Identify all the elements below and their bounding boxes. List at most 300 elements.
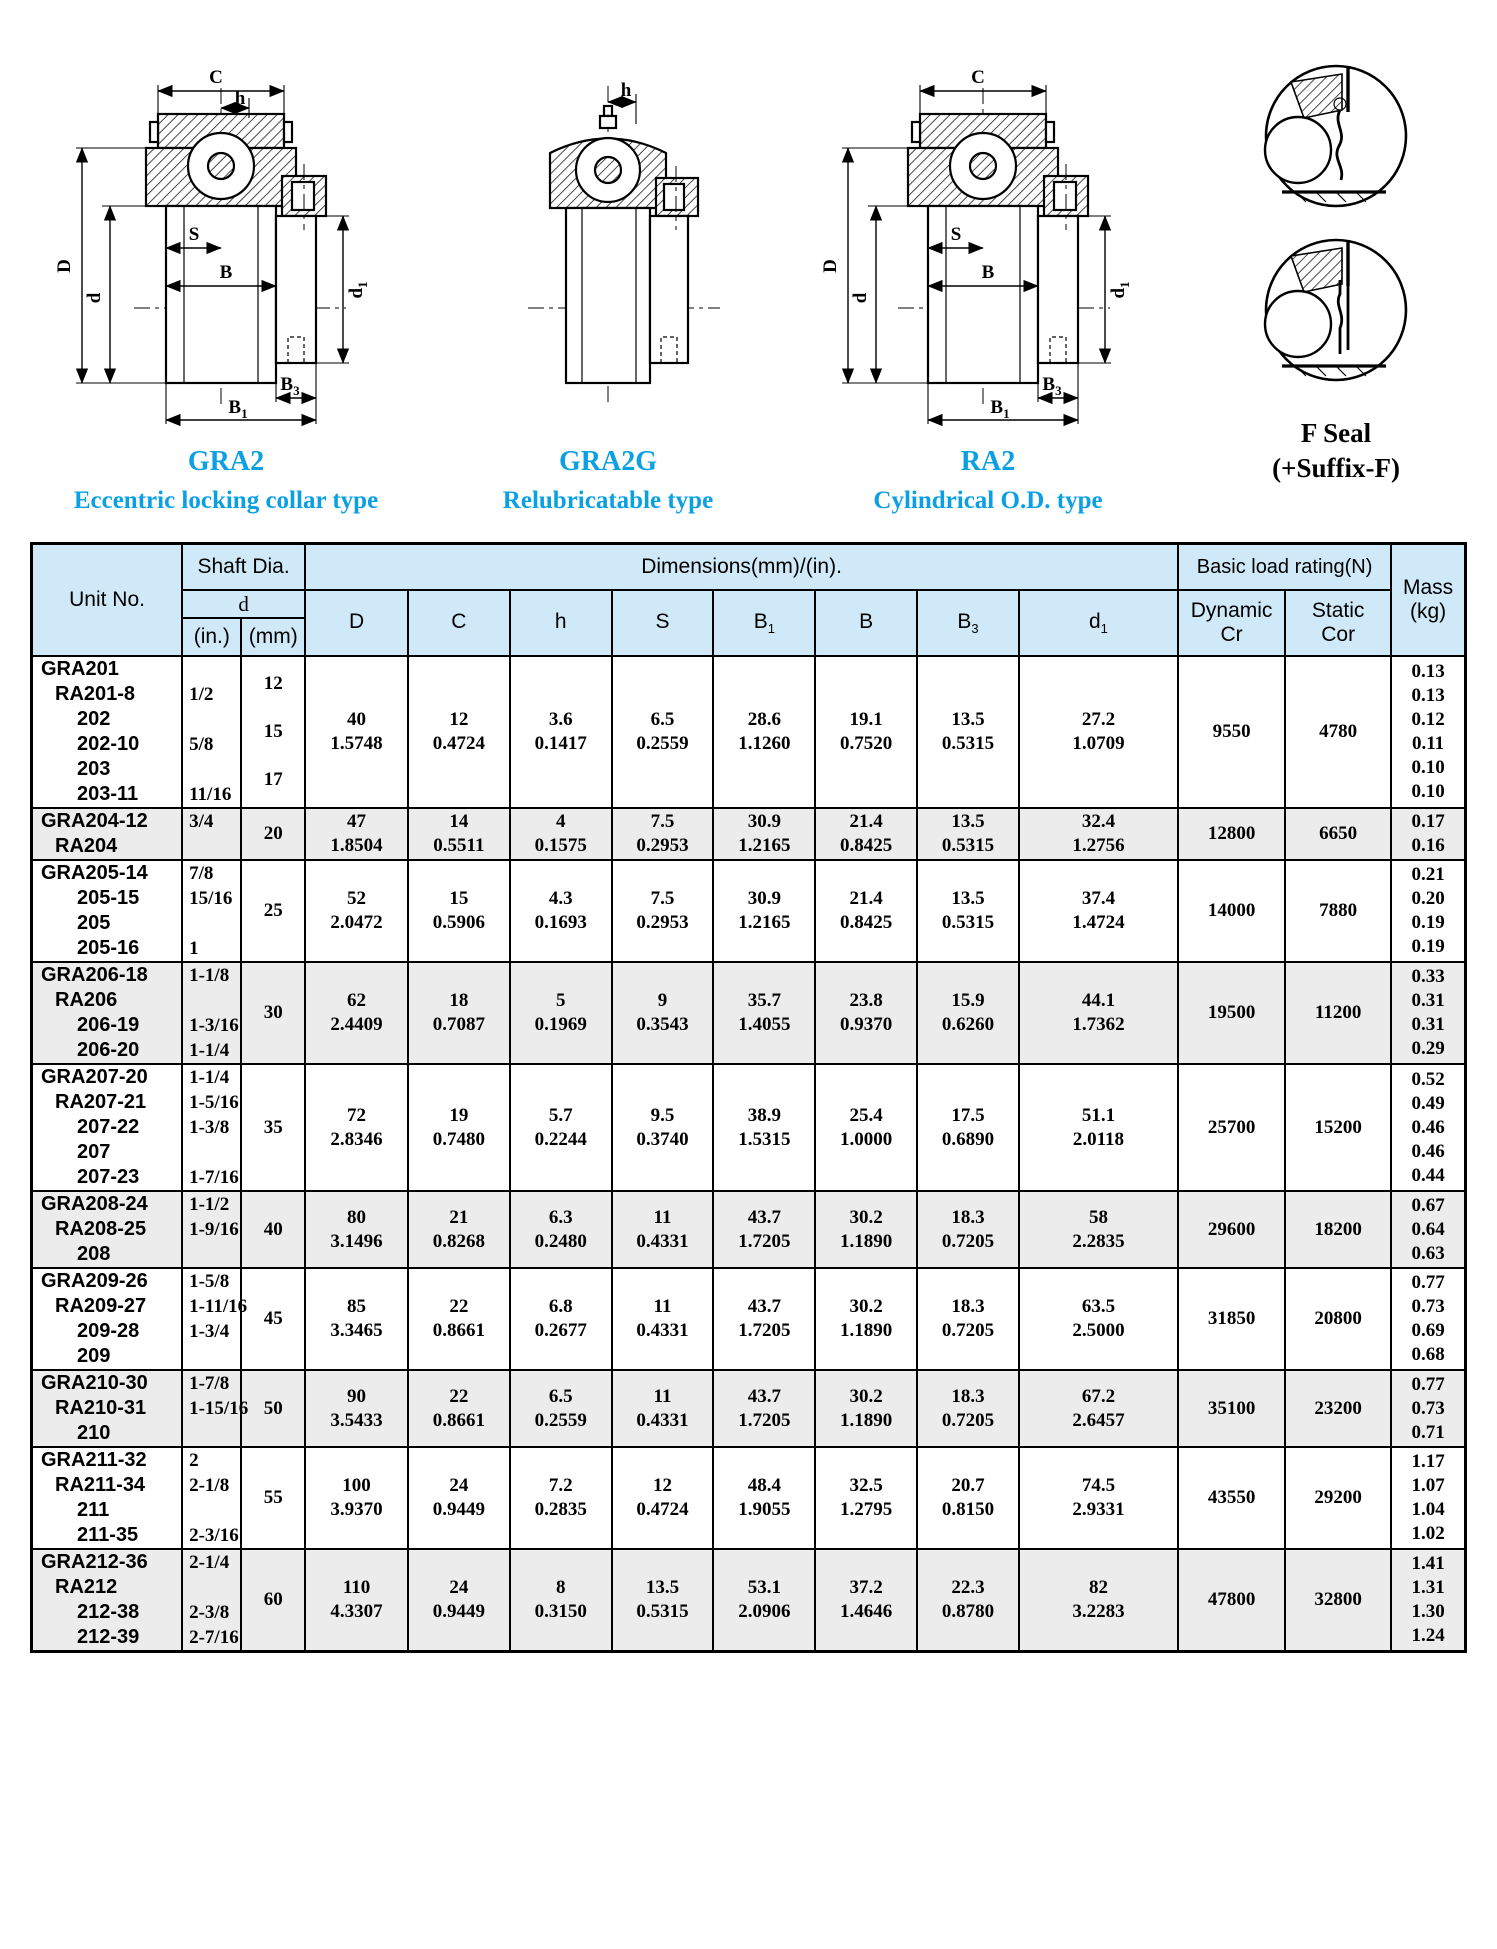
dim-in-value: 1.9055 (738, 1499, 791, 1521)
unit-no: 210 (77, 1422, 111, 1445)
dim-in-value: 0.7205 (941, 1320, 995, 1342)
dim-d1-cell (1019, 1549, 1178, 1652)
shaft-dia-in (183, 911, 240, 936)
dim-label-d: d (84, 292, 105, 304)
unit-no-cell (32, 1191, 183, 1268)
dim-in-value: 0.6260 (941, 1014, 995, 1036)
shaft-dia-in (183, 707, 240, 732)
unit-no-cell (32, 1549, 183, 1652)
static-cor-cell: 18200 (1285, 1191, 1391, 1268)
dim-in-value: 2.0472 (330, 912, 383, 934)
shaft-dia-in-cell (182, 1549, 241, 1652)
shaft-dia-mm: 15 (263, 721, 283, 743)
dim-in-value: 0.8425 (840, 912, 893, 934)
dynamic-cr-cell: 19500 (1178, 962, 1285, 1064)
shaft-dia-mm-cell (241, 1064, 305, 1191)
shaft-dia-in: 2-1/8 (189, 1475, 230, 1497)
shaft-dia-in: 2-3/8 (189, 1602, 230, 1624)
dim-mm-value: 74.5 (1081, 1475, 1116, 1497)
mass-cell (1391, 1064, 1465, 1191)
dim-c-cell (408, 1370, 510, 1447)
dim-s-cell (612, 962, 714, 1064)
mass-value: 0.31 (1411, 1014, 1445, 1036)
dim-b3-cell (917, 1447, 1019, 1549)
seal-caption (1272, 416, 1400, 486)
shaft-dia-in: 1-1/4 (189, 1067, 230, 1089)
dim-b1-cell (713, 1191, 815, 1268)
header-mass: Mass (kg) (1391, 544, 1465, 657)
figure-code: RA2 (960, 446, 1016, 477)
dim-in-value: 0.5315 (941, 733, 995, 755)
shaft-dia-in (183, 1421, 240, 1446)
dim-b3-cell (917, 860, 1019, 962)
seal-detail-figure (1236, 58, 1436, 486)
shaft-dia-mm: 20 (263, 823, 283, 845)
dim-mm-value: 100 (342, 1475, 371, 1497)
unit-no: 203 (77, 758, 111, 781)
dim-h-cell (510, 962, 612, 1064)
shaft-dia-in-cell (182, 1370, 249, 1447)
header-in: (in.) (182, 618, 241, 656)
dim-b1-cell (713, 1268, 815, 1370)
dim-mm-value: 4 (555, 811, 566, 833)
dim-h-cell (510, 808, 612, 860)
dim-b-cell (815, 1191, 917, 1268)
dim-mm-value: 30.9 (747, 888, 781, 910)
mass-value: 0.49 (1411, 1092, 1445, 1114)
dim-mm-value: 35.7 (747, 990, 781, 1012)
dim-in-value: 1.4724 (1072, 912, 1125, 934)
dim-d-cell (305, 860, 408, 962)
dim-label-b: B (981, 262, 995, 283)
dim-c-cell (408, 1191, 510, 1268)
dim-s-cell (612, 1549, 714, 1652)
figure-type: Cylindrical O.D. type (873, 487, 1103, 514)
figure-code: GRA2 (187, 446, 265, 477)
dim-label-c: C (971, 67, 985, 88)
shaft-dia-mm-cell (241, 962, 305, 1064)
dim-mm-value: 15.9 (951, 990, 985, 1012)
dim-mm-value: 62 (347, 990, 367, 1012)
mass-value: 1.17 (1411, 1451, 1445, 1473)
dim-in-value: 0.7480 (432, 1128, 486, 1150)
dim-s-cell (612, 1268, 714, 1370)
dim-mm-value: 24 (449, 1577, 469, 1599)
dim-b1-cell (713, 1549, 815, 1652)
mass-value: 0.31 (1411, 990, 1445, 1012)
bearing-figure-ra2 (818, 58, 1158, 516)
dim-mm-value: 27.2 (1081, 709, 1116, 731)
dim-in-value: 0.2835 (534, 1499, 587, 1521)
header-basic-load: Basic load rating(N) (1178, 544, 1391, 591)
static-cor-cell: 23200 (1285, 1370, 1391, 1447)
shaft-dia-in (183, 757, 240, 782)
unit-no-cell (32, 1370, 183, 1447)
dim-s-cell (612, 860, 714, 962)
unit-no: RA208-25 (55, 1218, 147, 1241)
static-cor-cell: 4780 (1285, 656, 1391, 808)
shaft-dia-mm-stack (242, 900, 304, 922)
shaft-dia-in (183, 1498, 240, 1523)
dim-c-cell (408, 1549, 510, 1652)
header-dynamic-cr: Dynamic Cr (1178, 590, 1285, 656)
dim-label-h: h (234, 88, 246, 109)
dim-in-value: 0.3740 (636, 1128, 689, 1150)
unit-no: GRA205-14 (41, 862, 148, 885)
mass-value: 0.73 (1411, 1296, 1445, 1318)
dim-b1-cell (713, 656, 815, 808)
mass-value: 0.33 (1411, 966, 1445, 988)
dim-d-cell (305, 1549, 408, 1652)
shaft-dia-in-cell (182, 808, 241, 860)
shaft-dia-in: 11/16 (189, 784, 232, 806)
dynamic-cr-cell: 25700 (1178, 1064, 1285, 1191)
unit-no: 206-20 (77, 1039, 140, 1062)
shaft-dia-in: 1 (189, 938, 199, 960)
static-cor-cell: 11200 (1285, 962, 1391, 1064)
dim-in-value: 0.7205 (941, 1230, 995, 1252)
dim-c-cell (408, 808, 510, 860)
dim-d-cell (305, 656, 408, 808)
header-col-B: B (815, 590, 917, 656)
dim-in-value: 1.7362 (1072, 1014, 1125, 1036)
static-cor-cell: 6650 (1285, 808, 1391, 860)
mass-value: 0.68 (1411, 1344, 1445, 1366)
dim-mm-value: 23.8 (849, 990, 883, 1012)
dim-mm-value: 22 (449, 1385, 469, 1407)
dim-d-cell (305, 962, 408, 1064)
dim-label-d1: $d_1$ (1108, 281, 1132, 299)
unit-no: 212-38 (77, 1601, 140, 1624)
spec-table (30, 542, 1467, 1653)
dim-mm-value: 22.3 (951, 1577, 985, 1599)
dim-d1-cell (1019, 808, 1178, 860)
dim-in-value: 0.7205 (941, 1409, 995, 1431)
dim-mm-value: 18 (449, 990, 469, 1012)
dim-mm-value: 40 (347, 709, 367, 731)
unit-no: 205-16 (77, 937, 140, 960)
dim-mm-value: 67.2 (1081, 1385, 1116, 1407)
shaft-dia-in (183, 1575, 240, 1600)
dim-d1-cell (1019, 962, 1178, 1064)
unit-no: GRA204-12 (41, 810, 148, 833)
mass-value: 0.13 (1411, 661, 1445, 683)
unit-no: RA212 (55, 1576, 118, 1599)
unit-no: 205 (77, 912, 111, 935)
dynamic-cr-cell: 9550 (1178, 656, 1285, 808)
unit-no: GRA206-18 (41, 964, 148, 987)
shaft-dia-in-cell (182, 1191, 241, 1268)
header-d: d (182, 590, 305, 618)
dim-in-value: 1.1260 (738, 733, 791, 755)
shaft-dia-in-cell (182, 1064, 241, 1191)
dim-in-value: 1.4646 (840, 1601, 893, 1623)
dim-mm-value: 18.3 (951, 1385, 985, 1407)
shaft-dia-in (183, 988, 240, 1013)
dim-mm-value: 32.4 (1081, 811, 1116, 833)
shaft-dia-in: 1-1/8 (189, 965, 230, 987)
dim-mm-value: 8 (555, 1577, 566, 1599)
dim-label-s: S (188, 224, 200, 245)
dim-mm-value: 28.6 (747, 709, 781, 731)
dim-in-value: 1.7205 (738, 1230, 791, 1252)
mass-value: 1.30 (1411, 1601, 1445, 1623)
dim-in-value: 0.2244 (534, 1128, 587, 1150)
shaft-dia-mm: 55 (263, 1487, 283, 1509)
dim-mm-value: 110 (342, 1577, 371, 1599)
dim-b-cell (815, 1549, 917, 1652)
unit-no: 207 (77, 1141, 111, 1164)
unit-no: 202 (77, 708, 111, 731)
shaft-dia-in: 2 (189, 1450, 199, 1472)
dim-in-value: 0.7087 (432, 1014, 486, 1036)
dim-c-cell (408, 1268, 510, 1370)
shaft-dia-mm-cell (241, 808, 305, 860)
shaft-dia-mm-stack (242, 1117, 304, 1139)
dim-s-cell (612, 1370, 714, 1447)
mass-value: 0.17 (1411, 811, 1445, 833)
unit-no-cell (32, 1064, 183, 1191)
header-col-h: h (510, 590, 612, 656)
shaft-dia-mm: 35 (263, 1116, 283, 1138)
shaft-dia-mm: 17 (263, 769, 283, 791)
dim-mm-value: 19.1 (849, 709, 883, 731)
mass-value: 0.77 (1411, 1373, 1445, 1395)
mass-cell (1391, 860, 1465, 962)
dim-h-cell (510, 1064, 612, 1191)
shaft-dia-in (183, 1242, 240, 1267)
header-shaft-dia: Shaft Dia. (182, 544, 305, 591)
table-row (32, 1370, 1466, 1447)
dim-in-value: 0.8780 (941, 1601, 995, 1623)
dim-mm-value: 6.3 (548, 1206, 573, 1228)
mass-value: 1.07 (1411, 1475, 1445, 1497)
dim-b3-cell (917, 1549, 1019, 1652)
unit-no: GRA210-30 (41, 1372, 148, 1395)
dim-in-value: 1.7205 (738, 1409, 791, 1431)
shaft-dia-in: 1-5/8 (189, 1271, 230, 1293)
dim-b-cell (815, 1064, 917, 1191)
dim-in-value: 0.4331 (636, 1320, 689, 1342)
dim-b-cell (815, 808, 917, 860)
dim-in-value: 1.7205 (738, 1320, 791, 1342)
dim-h-cell (510, 1268, 612, 1370)
dim-mm-value: 15 (449, 888, 469, 910)
dim-d1-cell (1019, 1268, 1178, 1370)
mass-value: 0.46 (1411, 1140, 1445, 1162)
shaft-dia-mm-cell (241, 1191, 305, 1268)
dim-in-value: 0.1417 (534, 733, 587, 755)
dim-in-value: 1.5315 (738, 1128, 791, 1150)
dim-in-value: 0.2953 (636, 912, 689, 934)
mass-value: 0.10 (1411, 757, 1445, 779)
mass-cell (1391, 1549, 1465, 1652)
mass-value: 1.24 (1411, 1625, 1445, 1647)
dim-in-value: 1.1890 (840, 1320, 893, 1342)
dim-c-cell (408, 962, 510, 1064)
dim-d1-cell (1019, 1370, 1178, 1447)
shaft-dia-mm-cell (241, 860, 305, 962)
dim-in-value: 0.5906 (432, 912, 486, 934)
dim-mm-value: 25.4 (849, 1104, 883, 1126)
dim-in-value: 2.9331 (1072, 1499, 1125, 1521)
mass-value: 0.19 (1411, 936, 1445, 958)
mass-value: 0.71 (1411, 1421, 1445, 1443)
shaft-dia-mm-stack (242, 1308, 304, 1330)
dynamic-cr-cell: 35100 (1178, 1370, 1285, 1447)
dim-h-cell (510, 1370, 612, 1447)
dim-b1-cell (713, 1447, 815, 1549)
dim-mm-value: 19 (449, 1104, 469, 1126)
dim-b-cell (815, 1370, 917, 1447)
dim-in-value: 1.8504 (330, 835, 383, 857)
unit-no: 203-11 (77, 783, 139, 806)
static-cor-cell: 7880 (1285, 860, 1391, 962)
shaft-dia-in-cell (182, 860, 241, 962)
header-dimensions: Dimensions(mm)/(in). (305, 544, 1178, 591)
dim-b-cell (815, 656, 917, 808)
dim-mm-value: 14 (449, 811, 469, 833)
dim-d1-cell (1019, 656, 1178, 808)
dim-label-b: B (219, 262, 233, 283)
dim-mm-value: 38.9 (747, 1104, 781, 1126)
shaft-dia-mm: 40 (263, 1218, 283, 1240)
dim-in-value: 2.0906 (738, 1601, 791, 1623)
dim-in-value: 1.1890 (840, 1230, 893, 1252)
bearing-drawing-gra2g (458, 58, 758, 430)
static-cor-cell: 29200 (1285, 1447, 1391, 1549)
dim-mm-value: 13.5 (951, 888, 985, 910)
dim-in-value: 0.9449 (432, 1499, 486, 1521)
dim-in-value: 2.5000 (1072, 1320, 1125, 1342)
table-row (32, 962, 1466, 1064)
shaft-dia-in: 1-1/2 (189, 1194, 230, 1216)
dim-mm-value: 20.7 (951, 1475, 985, 1497)
dim-b-cell (815, 1268, 917, 1370)
dim-in-value: 3.3465 (330, 1320, 383, 1342)
figure-type: Eccentric locking collar type (73, 487, 379, 514)
dim-in-value: 1.2165 (738, 912, 791, 934)
dim-d-cell (305, 1370, 408, 1447)
dim-b1-cell (713, 1064, 815, 1191)
dim-mm-value: 6.5 (548, 1385, 573, 1407)
dynamic-cr-cell: 31850 (1178, 1268, 1285, 1370)
dim-mm-value: 18.3 (951, 1206, 985, 1228)
unit-no: GRA201 (41, 658, 119, 681)
unit-no: RA206 (55, 989, 118, 1012)
shaft-dia-mm: 60 (263, 1589, 283, 1611)
unit-no: RA207-21 (55, 1091, 147, 1114)
dim-mm-value: 7.5 (650, 888, 675, 910)
shaft-dia-in: 1-1/4 (189, 1040, 230, 1062)
dim-in-value: 0.9449 (432, 1601, 486, 1623)
mass-value: 0.77 (1411, 1272, 1445, 1294)
dim-in-value: 1.2795 (840, 1499, 893, 1521)
shaft-dia-in: 15/16 (189, 888, 233, 910)
dim-mm-value: 5 (555, 990, 566, 1012)
table-row (32, 1549, 1466, 1652)
dim-in-value: 0.8661 (432, 1409, 486, 1431)
shaft-dia-in: 1-7/8 (189, 1373, 230, 1395)
dim-label-b3: $B_3$ (280, 374, 300, 398)
dim-mm-value: 21.4 (849, 811, 883, 833)
unit-no: GRA212-36 (41, 1551, 148, 1574)
dynamic-cr-cell: 14000 (1178, 860, 1285, 962)
dim-s-cell (612, 1191, 714, 1268)
unit-no-cell (32, 808, 183, 860)
dim-h-cell (510, 1191, 612, 1268)
dim-mm-value: 90 (347, 1385, 367, 1407)
dim-mm-value: 53.1 (747, 1577, 781, 1599)
dim-in-value: 1.0709 (1072, 733, 1125, 755)
dim-in-value: 2.8346 (330, 1128, 383, 1150)
dim-label-d1: $d_1$ (346, 281, 370, 299)
dim-mm-value: 13.5 (951, 811, 985, 833)
dim-b-cell (815, 962, 917, 1064)
dim-in-value: 1.2756 (1072, 835, 1125, 857)
shaft-dia-mm: 25 (263, 900, 283, 922)
dim-in-value: 0.7520 (840, 733, 893, 755)
dim-in-value: 0.9370 (840, 1014, 893, 1036)
header-col-d1: $d_1$ (1019, 590, 1178, 656)
table-row (32, 1064, 1466, 1191)
unit-no: 207-22 (77, 1116, 140, 1139)
dim-s-cell (612, 1447, 714, 1549)
dim-in-value: 1.4055 (738, 1014, 791, 1036)
dim-in-value: 0.8661 (432, 1320, 486, 1342)
dim-in-value: 1.5748 (330, 733, 383, 755)
shaft-dia-mm-stack (242, 1398, 304, 1420)
unit-no: GRA207-20 (41, 1066, 148, 1089)
mass-value: 0.12 (1411, 709, 1445, 731)
unit-no: GRA209-26 (41, 1270, 148, 1293)
header-col-C: C (408, 590, 510, 656)
dim-in-value: 0.5315 (636, 1601, 689, 1623)
dim-s-cell (612, 1064, 714, 1191)
dim-mm-value: 47 (347, 811, 367, 833)
mass-value: 1.41 (1411, 1553, 1445, 1575)
shaft-dia-in-cell (182, 656, 241, 808)
dim-mm-value: 43.7 (747, 1296, 781, 1318)
header-col-S: S (612, 590, 714, 656)
dim-label-b3: $B_3$ (1042, 374, 1062, 398)
mass-cell (1391, 808, 1465, 860)
shaft-dia-in-cell (182, 1447, 241, 1549)
dim-in-value: 1.0000 (840, 1128, 893, 1150)
shaft-dia-in: 3/4 (189, 811, 214, 833)
dim-in-value: 3.9370 (330, 1499, 383, 1521)
static-cor-cell: 20800 (1285, 1268, 1391, 1370)
mass-cell (1391, 1268, 1465, 1370)
dynamic-cr-cell: 43550 (1178, 1447, 1285, 1549)
dim-in-value: 0.8150 (941, 1499, 995, 1521)
shaft-dia-in: 1-3/16 (189, 1015, 239, 1037)
dynamic-cr-cell: 29600 (1178, 1191, 1285, 1268)
dim-d1-cell (1019, 1191, 1178, 1268)
dim-in-value: 0.2559 (636, 733, 689, 755)
unit-no-cell (32, 656, 183, 808)
dim-mm-value: 3.6 (548, 709, 573, 731)
mass-cell (1391, 1191, 1465, 1268)
dim-b1-cell (713, 1370, 815, 1447)
table-row (32, 1447, 1466, 1549)
header-unit-no: Unit No. (32, 544, 183, 657)
mass-cell (1391, 1447, 1465, 1549)
shaft-dia-mm: 30 (263, 1002, 283, 1024)
shaft-dia-in: 1-3/4 (189, 1321, 230, 1343)
unit-no: RA209-27 (55, 1295, 147, 1318)
dim-mm-value: 80 (347, 1206, 367, 1228)
